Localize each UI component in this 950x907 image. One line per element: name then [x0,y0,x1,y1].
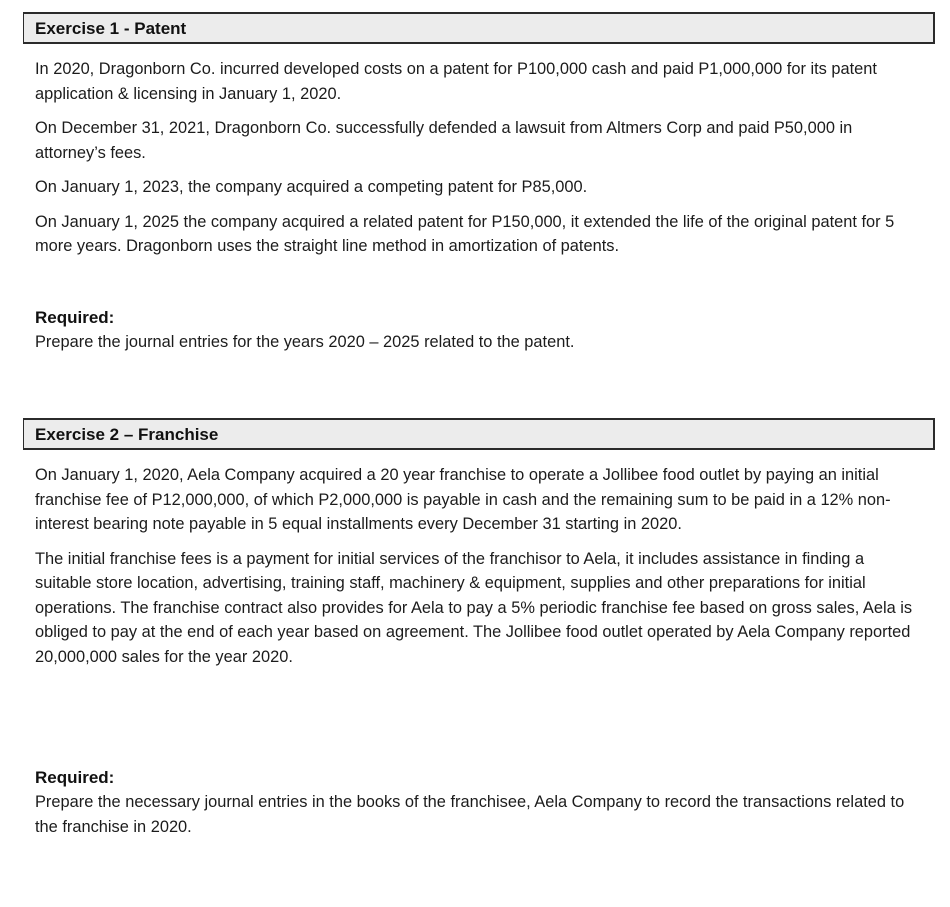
exercise-1-header [23,12,935,44]
exercise-2-paragraph: On January 1, 2020, Aela Company acquired a 20 year franchise to operate a Jollibee food outlet by paying an initial franchise fee of P12,000,000, of which P2,000,000 is payable in cash and the remaining sum to be paid in a 12% non-interest bearing note payable in 5 equal installments every December 31 starting in 2020. [35,466,891,533]
exercise-2-paragraph: The initial franchise fees is a payment for initial services of the franchisor to Aela, it includes assistance in finding a suitable store location, advertising, training staff, machinery & equipment, supplies and other preparations for initial operations. The franchise contract also provides for Aela to pay a 5% periodic franchise fee based on gross sales, Aela is obliged to pay at the end of each year based on agreement. The Jollibee food outlet operated by Aela Company reported 20,000,000 sales for the year 2020. [35,549,913,666]
exercise-1-title: Exercise 1 - Patent [35,19,187,38]
exercise-1-required [23,306,935,355]
exercise-2-required [23,766,935,839]
exercise-1-paragraph: In 2020, Dragonborn Co. incurred developed costs on a patent for P100,000 cash and paid P1,000,000 for its patent application & licensing in January 1, 2020. [35,60,877,103]
exercise-2-section [23,418,935,679]
exercise-1-required-text: Prepare the journal entries for the years 2020 – 2025 related to the patent. [35,333,575,351]
exercise-2-required-text: Prepare the necessary journal entries in the books of the franchisee, Aela Company to record the transactions related to the franchise in 2020. [35,793,905,836]
exercise-2-required-label: Required: [35,768,115,787]
exercise-1-paragraph: On January 1, 2023, the company acquired a competing patent for P85,000. [35,178,588,196]
exercise-1-paragraph: On January 1, 2025 the company acquired a related patent for P150,000, it extended the life of the original patent for 5 more years. Dragonborn uses the straight line method in amortization of patents. [35,212,895,255]
exercise-2-header [23,418,935,450]
exercise-1-required-label: Required: [35,308,115,327]
exercise-1-section [23,12,935,269]
exercise-1-paragraph: On December 31, 2021, Dragonborn Co. successfully defended a lawsuit from Altmers Corp and paid P50,000 in attorney’s fees. [35,119,853,162]
exercise-2-title: Exercise 2 – Franchise [35,425,219,444]
exercise-2-body [23,450,935,669]
exercise-1-body [23,44,935,259]
